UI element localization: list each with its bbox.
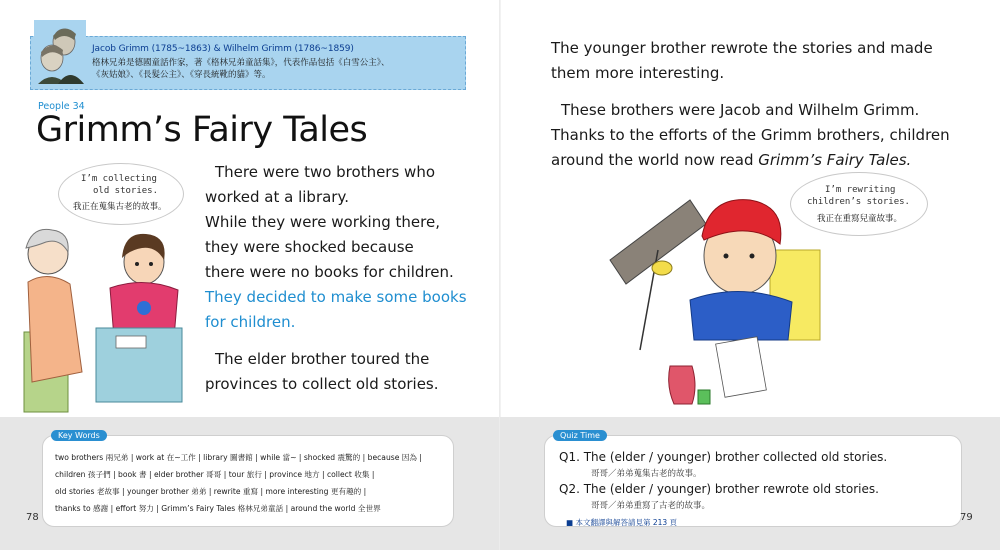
- quiz-question-2-translation: 哥哥／弟弟重寫了古老的故事。: [591, 501, 711, 511]
- quiz-question-1-translation: 哥哥／弟弟蒐集古老的故事。: [591, 469, 702, 479]
- highlighted-sentence: They decided to make some books: [205, 288, 467, 306]
- highlighted-sentence: for children.: [205, 313, 296, 331]
- right-page: [500, 0, 1000, 550]
- key-words-line: children 孩子們 | book 書 | elder brother 哥哥 | tour 旅行 | province 地方 | collect 收集 |: [55, 470, 375, 479]
- quiz-box: [544, 431, 962, 527]
- page-number: 78: [26, 512, 39, 523]
- story-text: The younger brother rewrote the stories and made them more interesting. These brothers were Jacob and Wilhelm Grimm. Thanks to the efforts of the Grimm brothers, children around the world now read Grimm’s Fairy Tales.: [551, 39, 950, 169]
- elder-brother-illustration: [18, 222, 190, 418]
- quiz-question-2[interactable]: Q2. The (elder / younger) brother rewrote old stories.: [559, 482, 879, 496]
- banner-title: Jacob Grimm (1785~1863) & Wilhelm Grimm (1786~1859): [92, 44, 354, 54]
- page-number: 79: [960, 512, 973, 523]
- key-words-panel: [0, 417, 500, 550]
- quiz-question-1[interactable]: Q1. The (elder / younger) brother collected old stories.: [559, 450, 888, 464]
- page-title: Grimm’s Fairy Tales: [36, 110, 368, 150]
- speech-bubble: I’m rewriting children’s stories. 我正在重寫兒童故事。: [790, 172, 928, 236]
- story-text: There were two brothers who worked at a library. While they were working there, they were shocked because there were no books for children. They decided to make some books for children. The elder brother toured the provinces to collect old stories.: [205, 163, 467, 393]
- banner-description: 格林兄弟是德國童話作家，著《格林兄弟童話集》，代表作品包括《白雪公主》、: [92, 58, 390, 68]
- key-words-line: two brothers 兩兄弟 | work at 在~工作 | library 圖書館 | while 當~ | shocked 震驚的 | because 因為 |: [55, 453, 422, 462]
- speech-bubble: I’m collecting old stories. 我正在蒐集古老的故事。: [58, 163, 184, 225]
- quiz-tag: Quiz Time: [553, 430, 607, 441]
- banner-description: 《灰姑娘》、《長髮公主》、《穿長統靴的貓》等。: [92, 70, 271, 80]
- younger-brother-illustration: [600, 190, 830, 416]
- key-words-box: [42, 431, 454, 527]
- key-words-line: old stories 老故事 | younger brother 弟弟 | rewrite 重寫 | more interesting 更有趣的 |: [55, 487, 367, 496]
- answer-note: ■ 本文翻譯與解答請見第 213 頁: [566, 518, 678, 527]
- key-words-line: thanks to 感謝 | effort 努力 | Grimm’s Fairy Tales 格林兄弟童話 | around the world 全世界: [55, 504, 381, 513]
- grimm-brothers-portrait-icon: [34, 20, 86, 84]
- key-words-tag: Key Words: [51, 430, 107, 441]
- quiz-panel: [500, 417, 1000, 550]
- section-label: People 34: [38, 101, 85, 112]
